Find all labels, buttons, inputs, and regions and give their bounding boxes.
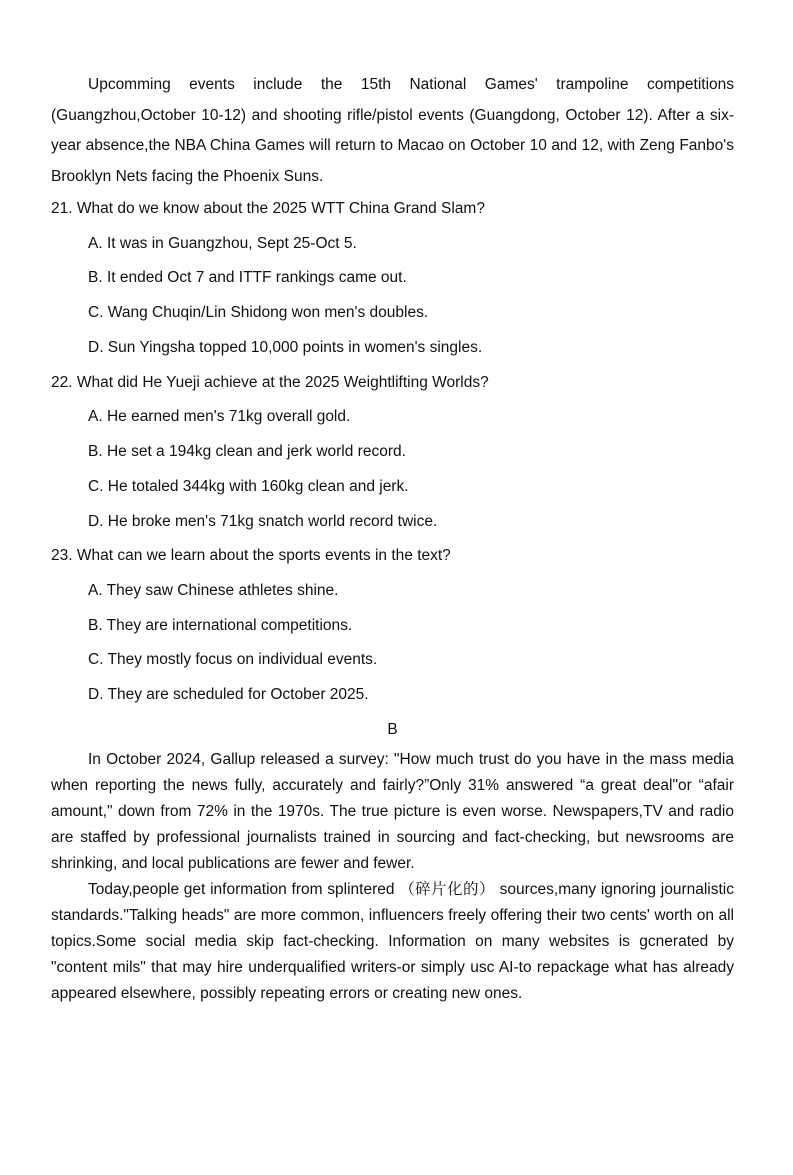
question-21-stem: 21. What do we know about the 2025 WTT China Grand Slam? — [51, 200, 485, 217]
section-heading-b: B — [387, 721, 398, 739]
intro-paragraph: Upcomming events include the 15th National Games' trampoline competitions (Guangzhou,October 10-12) and shooting rifle/pistol events (Guangdong, October 12). After a six-year absence,the NBA China Games will return to Macao on October 10 and 12, with Zeng Fanbo's Brooklyn Nets facing the Phoenix Suns. — [51, 76, 734, 185]
question-22-option-a: A. He earned men's 71kg overall gold. — [88, 408, 351, 426]
question-22-option-c: C. He totaled 344kg with 160kg clean and jerk. — [88, 477, 409, 495]
question-23-stem: 23. What can we learn about the sports events in the text? — [51, 547, 451, 565]
question-23-option-a: A. They saw Chinese athletes shine. — [88, 581, 339, 599]
question-22-option-b: B. He set a 194kg clean and jerk world record. — [88, 442, 406, 460]
question-21-option-d: D. Sun Yingsha topped 10,000 points in women's singles. — [88, 338, 483, 356]
passage-b-paragraph-2: Today,people get information from splintered （碎片化的） sources,many ignoring journalistic standards."Talking heads" are more common, influencers freely offering their two cents' worth on all topics.Some social media skip fact-checking. Information on many websites is gcnerated by "content mils" that may hire underqualified writers-or simply usc AI-to repackage what has already appeared elsewhere, possibly repeating errors or creating new ones. — [51, 881, 734, 1003]
question-22-option-d: D. He broke men's 71kg snatch world record twice. — [88, 512, 438, 530]
question-23-option-b: B. They are international competitions. — [88, 616, 353, 634]
question-22-stem: 22. What did He Yueji achieve at the 2025 Weightlifting Worlds? — [51, 373, 489, 391]
passage-b-paragraph-1: In October 2024, Gallup released a survey: "How much trust do you have in the mass media when reporting the news fully, accurately and fairly?”Only 31% answered “a great deal"or “afair amount," down from 72% in the 1970s. The true picture is even worse. Newspapers,TV and radio are staffed by professional journalists trained in sourcing and fact-checking, but newsrooms are shrinking, and local publications are fewer and fewer. — [51, 751, 734, 873]
question-21-option-b: B. It ended Oct 7 and ITTF rankings came out. — [88, 269, 407, 287]
question-21-option-c: C. Wang Chuqin/Lin Shidong won men's doubles. — [88, 304, 429, 322]
document-page — [51, 70, 734, 1007]
question-23-option-c: C. They mostly focus on individual events. — [88, 651, 378, 669]
question-21-option-a: A. It was in Guangzhou, Sept 25-Oct 5. — [88, 234, 357, 252]
question-23-option-d: D. They are scheduled for October 2025. — [88, 686, 369, 704]
